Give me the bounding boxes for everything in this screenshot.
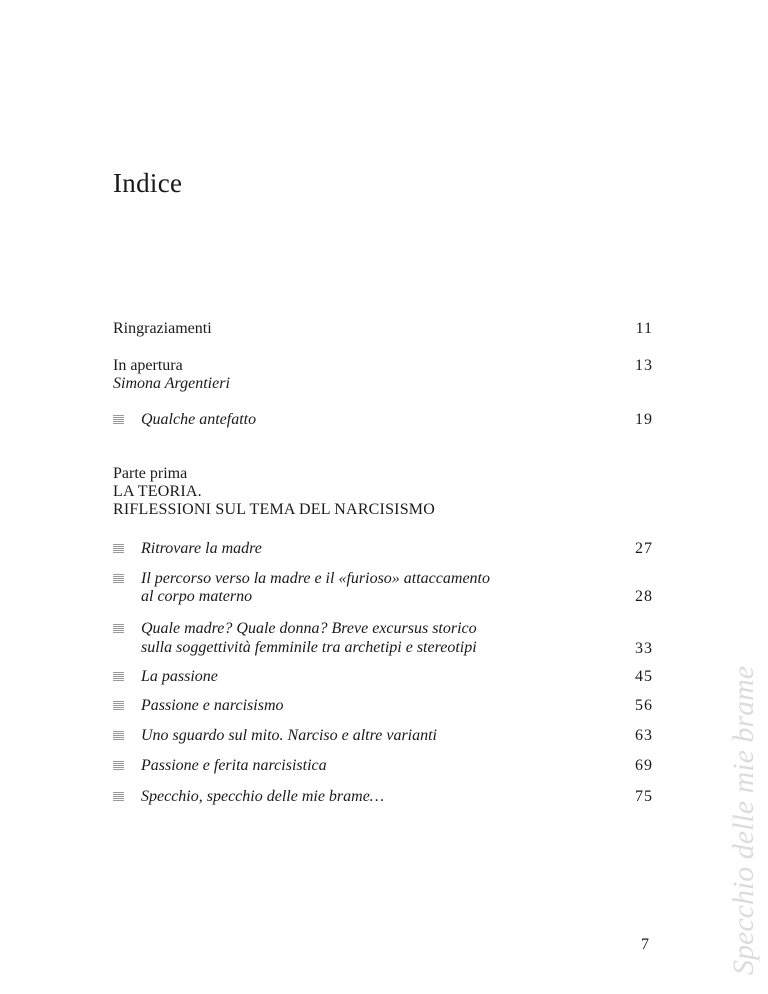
chapter-marker-icon	[113, 731, 124, 742]
toc-page-number: 19	[635, 411, 653, 428]
toc-chapter-title: Passione e narcisismo	[141, 697, 284, 714]
toc-page-number: 33	[635, 640, 653, 657]
toc-page-number: 75	[635, 788, 653, 805]
toc-entry-label: Ringraziamenti	[113, 320, 212, 337]
toc-page-number: 11	[635, 320, 653, 337]
toc-page-number: 69	[635, 757, 653, 774]
toc-chapter-title: Il percorso verso la madre e il «furioso» attaccamento	[141, 570, 490, 587]
chapter-marker-icon	[113, 544, 124, 555]
toc-chapter-title-cont: al corpo materno	[141, 588, 253, 605]
toc-chapter[interactable]	[113, 697, 653, 715]
toc-entry-label: In apertura	[113, 357, 183, 374]
toc-page-number: 45	[635, 668, 653, 685]
toc-chapter[interactable]	[113, 788, 653, 806]
toc-chapter-title: Qualche antefatto	[141, 411, 257, 428]
toc-page-number: 13	[635, 357, 653, 374]
page-number: 7	[641, 936, 649, 953]
toc-chapter[interactable]	[113, 570, 653, 606]
chapter-marker-icon	[113, 574, 124, 585]
chapter-marker-icon	[113, 624, 124, 635]
chapter-marker-icon	[113, 761, 124, 772]
part-title-line2: RIFLESSIONI SUL TEMA DEL NARCISISMO	[113, 501, 435, 518]
toc-page-number: 63	[635, 727, 653, 744]
part-heading	[113, 465, 435, 519]
chapter-marker-icon	[113, 792, 124, 803]
toc-chapter[interactable]	[113, 540, 653, 558]
toc-chapter-qualche-antefatto[interactable]	[113, 411, 653, 429]
toc-page-number: 27	[635, 540, 653, 557]
toc-page-number: 56	[635, 697, 653, 714]
toc-chapter-title: Uno sguardo sul mito. Narciso e altre varianti	[141, 727, 437, 744]
toc-entry-ringraziamenti[interactable]	[113, 320, 653, 338]
toc-chapter-title: Ritrovare la madre	[141, 540, 262, 557]
toc-chapter-title: Specchio, specchio delle mie brame…	[141, 788, 385, 805]
part-title-line1: LA TEORIA.	[113, 483, 202, 500]
toc-chapter[interactable]	[113, 727, 653, 745]
toc-chapter-title: Quale madre? Quale donna? Breve excursus storico	[141, 620, 477, 637]
toc-chapter[interactable]	[113, 620, 653, 658]
toc-page-number: 28	[635, 588, 653, 605]
chapter-marker-icon	[113, 701, 124, 712]
page-title: Indice	[113, 168, 183, 198]
toc-entry-in-apertura[interactable]	[113, 357, 653, 393]
part-label: Parte prima	[113, 465, 188, 482]
toc-chapter[interactable]	[113, 757, 653, 775]
chapter-marker-icon	[113, 415, 124, 426]
side-running-title: Specchio delle mie brame	[727, 665, 760, 975]
toc-chapter-title: Passione e ferita narcisistica	[141, 757, 327, 774]
toc-chapter[interactable]	[113, 668, 653, 686]
chapter-marker-icon	[113, 672, 124, 683]
toc-chapter-title-cont: sulla soggettività femminile tra archetipi e stereotipi	[141, 639, 477, 656]
toc-entry-author: Simona Argentieri	[113, 375, 230, 392]
toc-chapter-title: La passione	[141, 668, 218, 685]
